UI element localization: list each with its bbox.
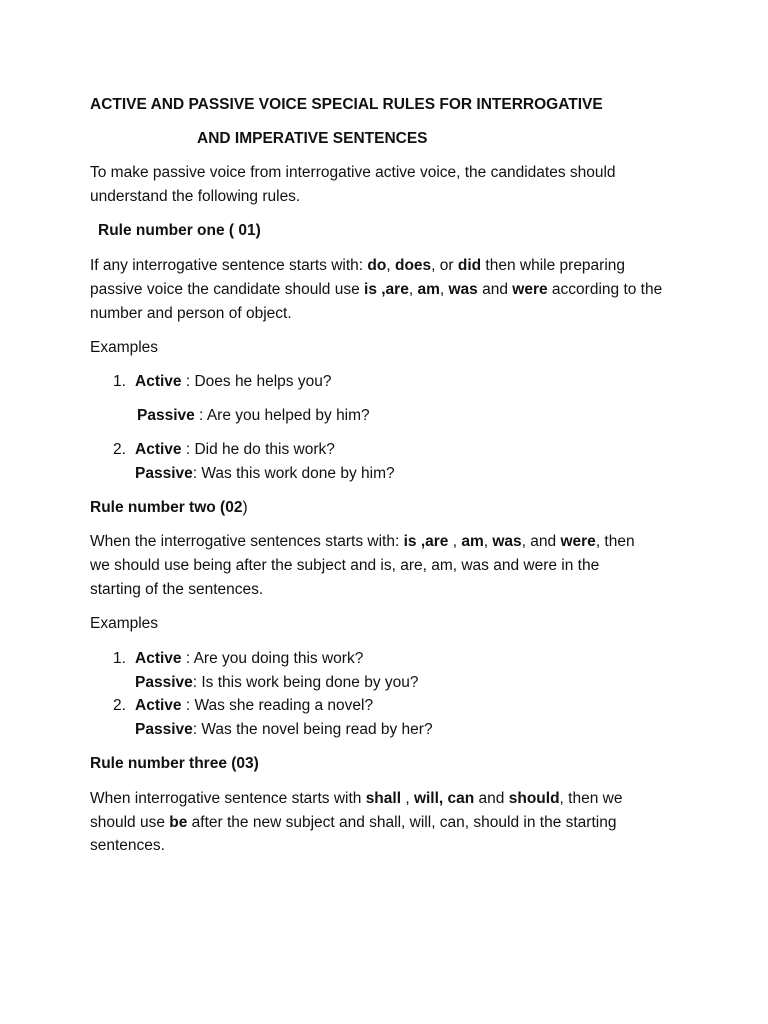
rule2-example2-passive bbox=[135, 718, 433, 742]
rule3-paragraph-line1 bbox=[90, 787, 622, 811]
rule2-examples-label: Examples bbox=[90, 615, 159, 632]
rule2-heading bbox=[90, 496, 248, 520]
text-span: , then bbox=[595, 533, 635, 550]
text-span: then while preparing bbox=[481, 257, 626, 274]
active-sentence: : Was she reading a novel? bbox=[181, 697, 374, 714]
list-number: 2. bbox=[113, 697, 126, 714]
heading-tail: ) bbox=[242, 499, 248, 516]
text-span: passive voice the candidate should use bbox=[90, 281, 365, 298]
text-span: When interrogative sentence starts with bbox=[90, 790, 366, 807]
keyword-was: was bbox=[492, 533, 522, 550]
passive-label: Passive bbox=[135, 674, 193, 691]
rule2-paragraph-line3: starting of the sentences. bbox=[90, 581, 264, 598]
keyword-be: be bbox=[169, 814, 188, 831]
rule1-paragraph-line2 bbox=[90, 278, 662, 302]
rule2-example1-active bbox=[113, 647, 363, 671]
keyword-is-are: is ,are bbox=[403, 533, 449, 550]
active-label: Active bbox=[135, 697, 182, 714]
doc-title-line1: ACTIVE AND PASSIVE VOICE SPECIAL RULES FOR INTERROGATIVE bbox=[90, 96, 603, 113]
rule1-paragraph-line3: number and person of object. bbox=[90, 305, 292, 322]
heading-bold: Rule number two (02 bbox=[90, 499, 243, 516]
keyword-was: was bbox=[448, 281, 478, 298]
passive-sentence: : Are you helped by him? bbox=[194, 407, 370, 424]
text-span: according to the bbox=[547, 281, 663, 298]
keyword-am: am bbox=[417, 281, 440, 298]
active-sentence: : Did he do this work? bbox=[181, 441, 335, 458]
rule1-example1-passive bbox=[137, 404, 370, 428]
keyword-do: do bbox=[367, 257, 387, 274]
text-span: When the interrogative sentences starts with: bbox=[90, 533, 404, 550]
passive-sentence: : Was this work done by him? bbox=[192, 465, 395, 482]
keyword-shall: shall bbox=[365, 790, 402, 807]
text-span: , then we bbox=[559, 790, 623, 807]
passive-sentence: : Was the novel being read by her? bbox=[192, 721, 433, 738]
rule1-example1-active bbox=[113, 370, 331, 394]
rule2-example2-active bbox=[113, 694, 373, 718]
text-span: after the new subject and shall, will, can, should in the starting bbox=[187, 814, 617, 831]
passive-sentence: : Is this work being done by you? bbox=[192, 674, 419, 691]
keyword-were: were bbox=[512, 281, 548, 298]
passive-label: Passive bbox=[135, 465, 193, 482]
passive-label: Passive bbox=[135, 721, 193, 738]
list-number: 2. bbox=[113, 441, 126, 458]
text-span: If any interrogative sentence starts with: bbox=[90, 257, 368, 274]
rule2-paragraph-line1 bbox=[90, 530, 635, 554]
active-label: Active bbox=[135, 441, 182, 458]
intro-line2: understand the following rules. bbox=[90, 188, 301, 205]
rule1-example2-active bbox=[113, 438, 335, 462]
text-span: , or bbox=[431, 257, 458, 274]
keyword-is-are: is ,are bbox=[364, 281, 409, 298]
text-span: , bbox=[386, 257, 395, 274]
keyword-were: were bbox=[560, 533, 596, 550]
active-label: Active bbox=[135, 373, 182, 390]
text-span: , bbox=[401, 790, 414, 807]
rule2-example1-passive bbox=[135, 671, 419, 695]
keyword-will-can: will, can bbox=[413, 790, 475, 807]
intro-line1: To make passive voice from interrogative active voice, the candidates should bbox=[90, 164, 616, 181]
active-label: Active bbox=[135, 650, 182, 667]
rule1-examples-label: Examples bbox=[90, 339, 159, 356]
text-span: , and bbox=[521, 533, 561, 550]
doc-title-line2: AND IMPERATIVE SENTENCES bbox=[197, 130, 428, 147]
active-sentence: : Are you doing this work? bbox=[181, 650, 364, 667]
keyword-does: does bbox=[394, 257, 432, 274]
rule3-heading: Rule number three (03) bbox=[90, 755, 259, 772]
text-span: should use bbox=[90, 814, 170, 831]
rule1-example2-passive bbox=[135, 462, 395, 486]
active-sentence: : Does he helps you? bbox=[181, 373, 332, 390]
keyword-did: did bbox=[457, 257, 482, 274]
rule3-paragraph-line2 bbox=[90, 811, 616, 835]
list-number: 1. bbox=[113, 373, 126, 390]
rule3-paragraph-line3: sentences. bbox=[90, 837, 165, 854]
text-span: , bbox=[408, 281, 418, 298]
text-span: , bbox=[439, 281, 449, 298]
keyword-should: should bbox=[508, 790, 560, 807]
rule1-heading: Rule number one ( 01) bbox=[98, 222, 261, 239]
rule1-paragraph-line1 bbox=[90, 254, 625, 278]
list-number: 1. bbox=[113, 650, 126, 667]
text-span: and bbox=[477, 281, 513, 298]
keyword-am: am bbox=[461, 533, 484, 550]
text-span: and bbox=[474, 790, 509, 807]
rule2-paragraph-line2: we should use being after the subject and is, are, am, was and were in the bbox=[90, 557, 600, 574]
text-span: , bbox=[483, 533, 493, 550]
passive-label: Passive bbox=[137, 407, 195, 424]
text-span: , bbox=[448, 533, 462, 550]
